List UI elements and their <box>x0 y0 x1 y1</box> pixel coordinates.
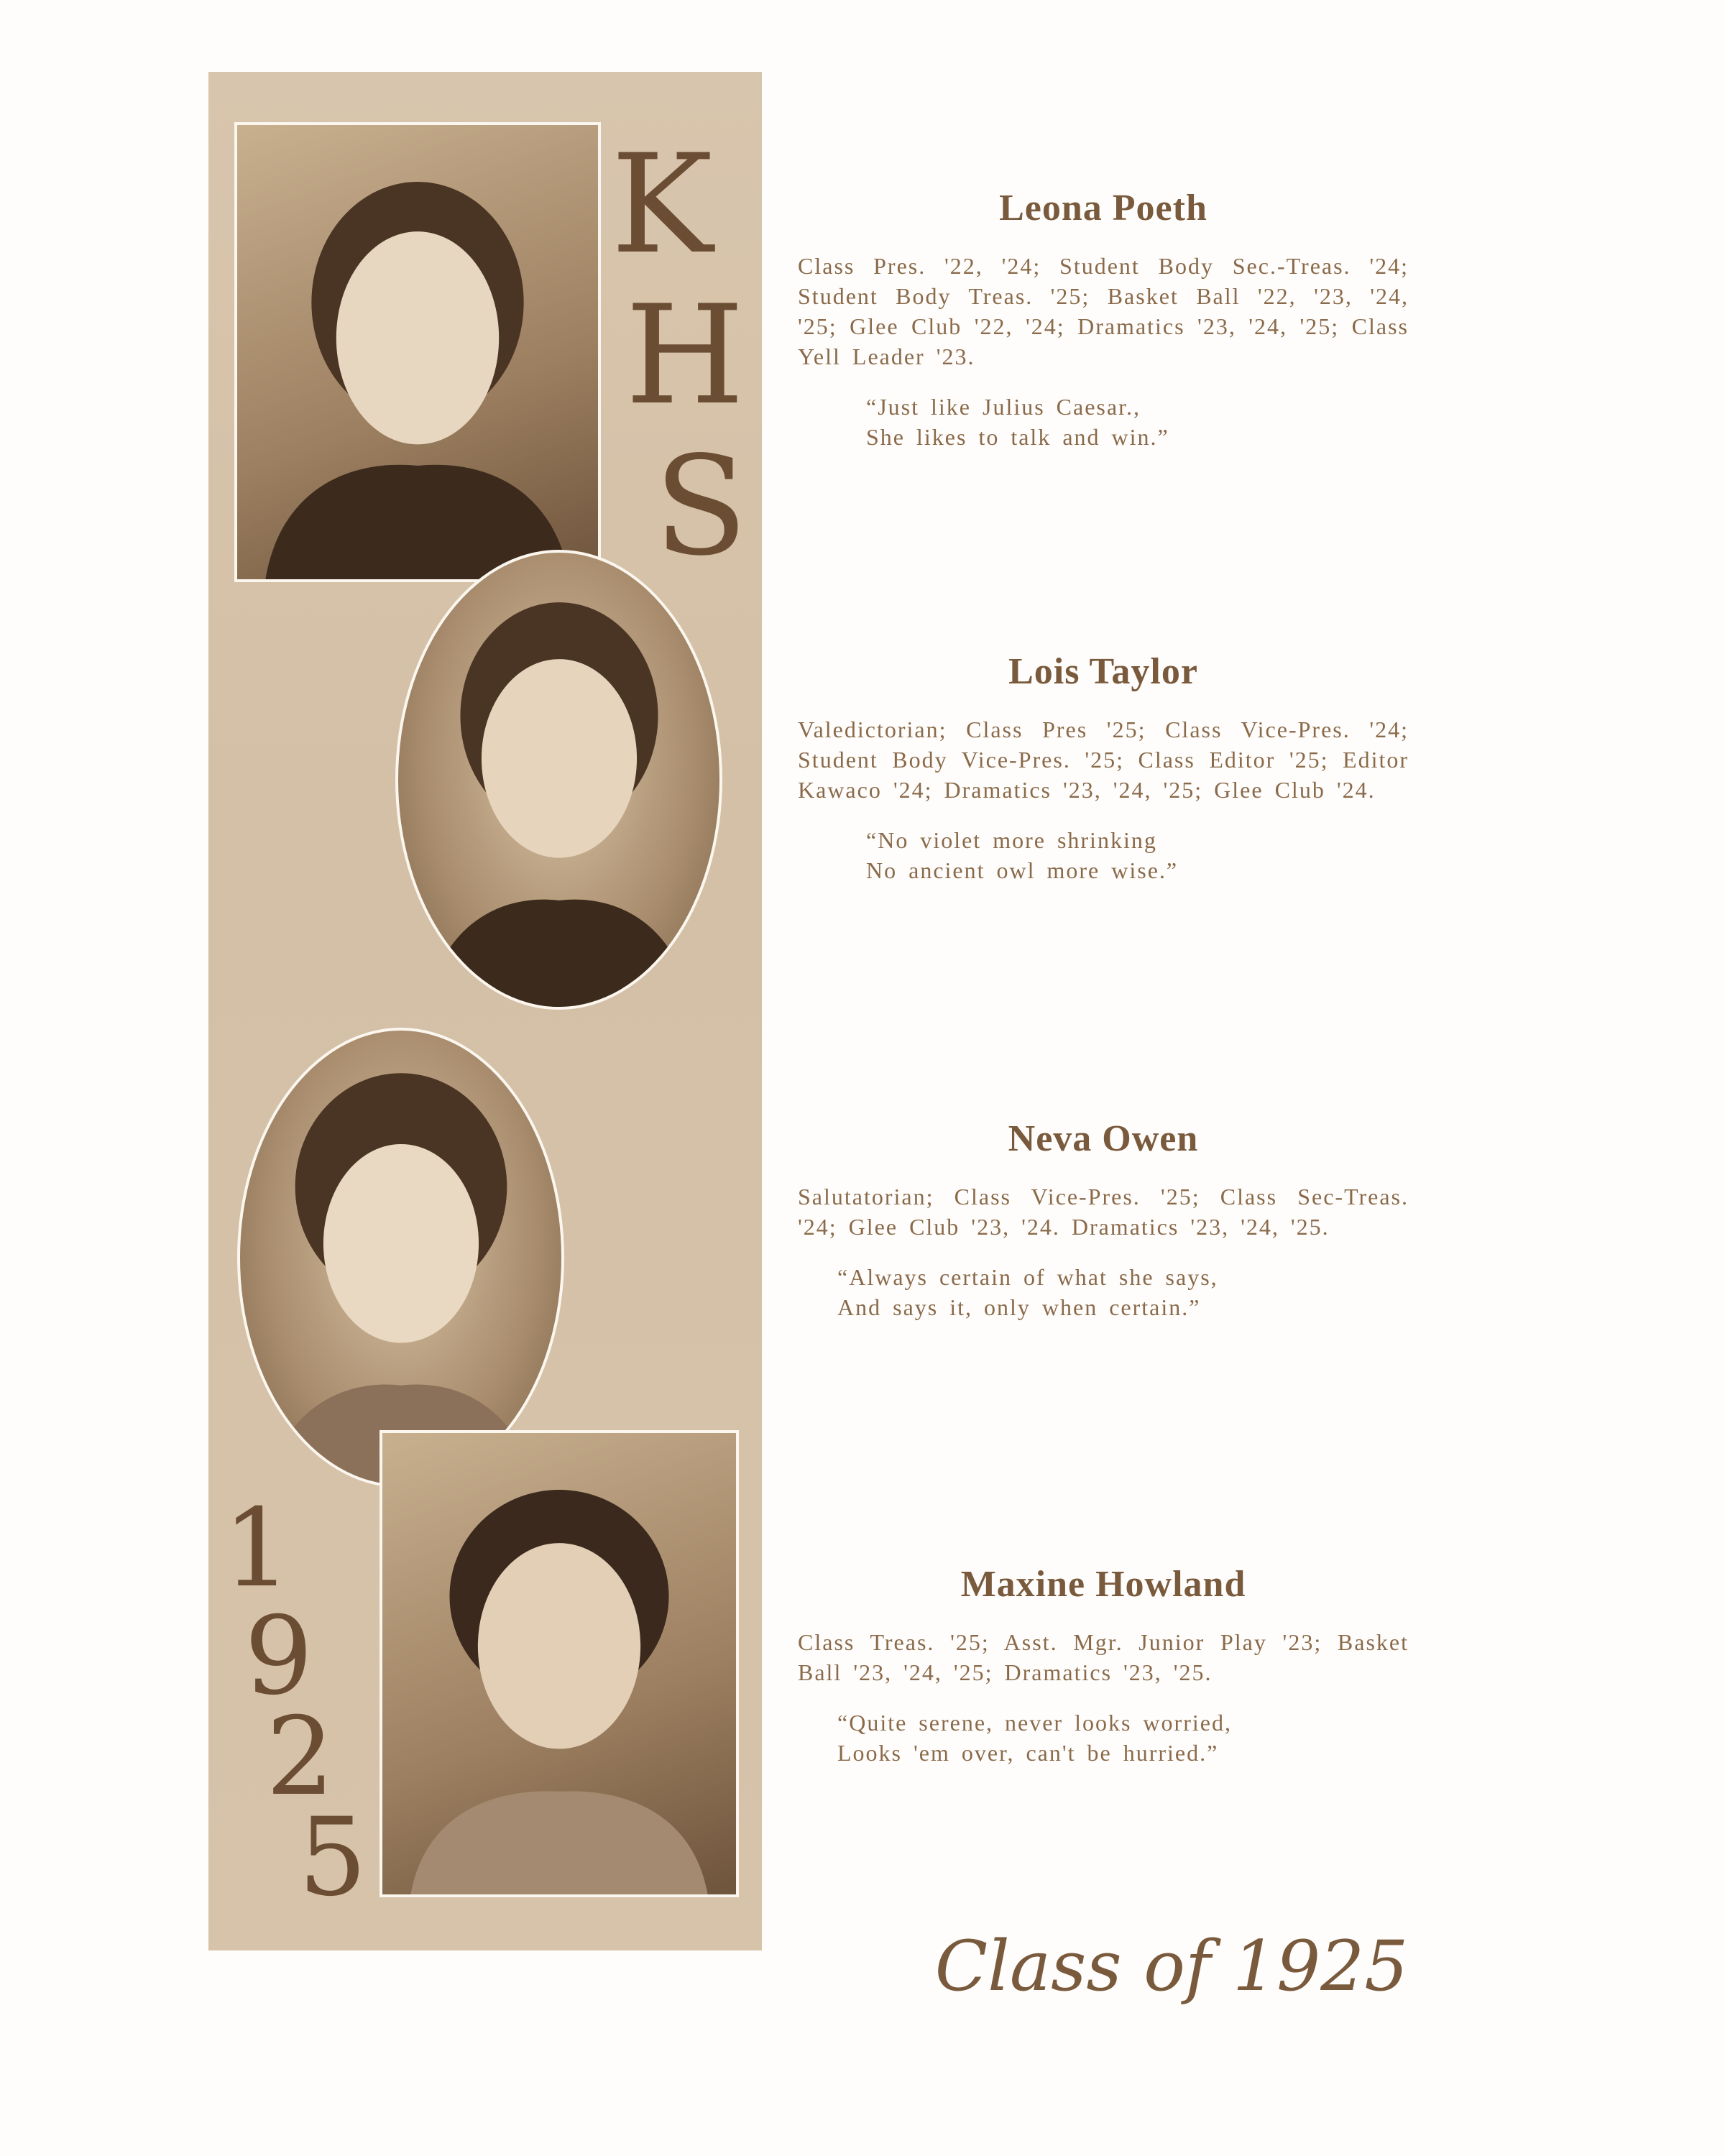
quote-line: And says it, only when certain.” <box>837 1294 1201 1320</box>
student-quote <box>837 1262 1409 1322</box>
quote-line: “Always certain of what she says, <box>837 1264 1218 1290</box>
student-record: Class Treas. '25; Asst. Mgr. Junior Play '23; Basket Ball '23, '24, '25; Dramatics '23, '25. <box>798 1629 1409 1685</box>
year-digit-1: 1 <box>223 1486 292 1611</box>
entry-lois-taylor <box>798 650 1409 885</box>
monogram-h: H <box>625 276 745 435</box>
student-name: Leona Poeth <box>999 188 1208 229</box>
student-name: Lois Taylor <box>1008 651 1198 692</box>
student-name: Maxine Howland <box>960 1564 1246 1605</box>
entry-maxine-howland <box>798 1563 1409 1768</box>
student-record: Valedictorian; Class Pres '25; Class Vice-Pres. '24; Student Body Vice-Pres. '25; Class Editor '25; Editor Kawaco '24; Dramatics '23, '24, '25; Glee Club '24. <box>798 717 1409 803</box>
quote-line: “Just like Julius Caesar., <box>866 394 1141 420</box>
student-quote <box>837 1708 1409 1768</box>
year-digit-2: 2 <box>266 1695 335 1820</box>
portrait-maxine-howland <box>380 1430 739 1897</box>
monogram-s: S <box>654 427 748 586</box>
quote-line: “Quite serene, never looks worried, <box>837 1710 1232 1736</box>
portrait-lois-taylor <box>395 550 722 1010</box>
quote-line: Looks 'em over, can't be hurried.” <box>837 1740 1219 1766</box>
portrait-neva-owen <box>237 1028 564 1488</box>
entry-neva-owen <box>798 1118 1409 1322</box>
student-quote <box>866 392 1409 452</box>
student-name: Neva Owen <box>1008 1118 1199 1159</box>
quote-line: “No violet more shrinking <box>866 827 1157 853</box>
monogram-k: K <box>611 125 713 284</box>
quote-line: No ancient owl more wise.” <box>866 857 1179 883</box>
portrait-leona-poeth <box>234 122 601 582</box>
student-quote <box>866 825 1409 885</box>
entry-leona-poeth <box>798 187 1409 452</box>
student-record: Class Pres. '22, '24; Student Body Sec.-Treas. '24; Student Body Treas. '25; Basket Ball '22, '23, '24, '25; Glee Club '22, '24; Dramatics '23, '24, '25; Class Yell Leader '23. <box>798 253 1409 369</box>
quote-line: She likes to talk and win.” <box>866 424 1169 450</box>
year-digit-5: 5 <box>298 1795 367 1920</box>
student-record: Salutatorian; Class Vice-Pres. '25; Class Sec-Treas. '24; Glee Club '23, '24. Dramatics '23, '24, '25. <box>798 1184 1409 1240</box>
portrait-panel <box>208 72 762 1950</box>
year-digit-9: 9 <box>244 1594 313 1719</box>
class-title: Class of 1925 <box>934 1926 1409 2007</box>
